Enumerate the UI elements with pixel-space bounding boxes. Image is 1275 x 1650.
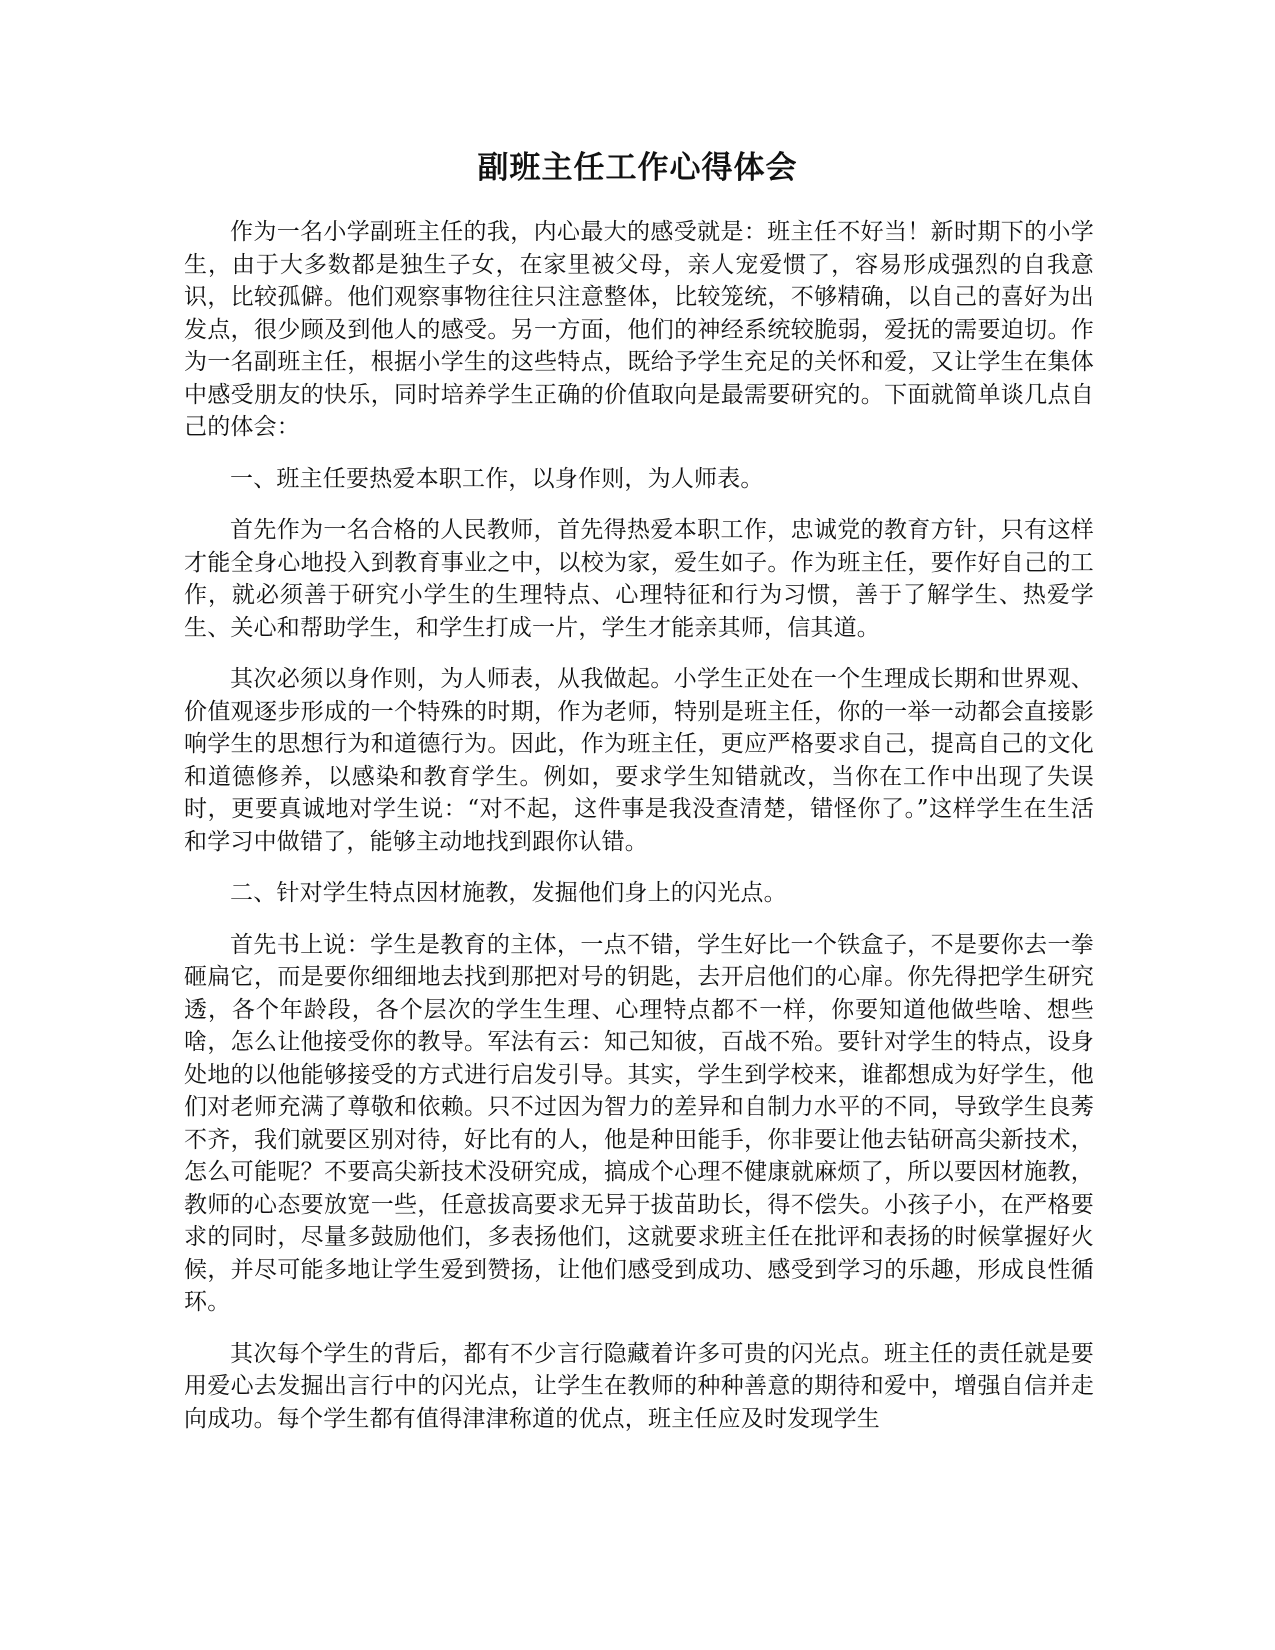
paragraph-intro: 作为一名小学副班主任的我，内心最大的感受就是：班主任不好当！新时期下的小学生，由于大多数都是独生子女，在家里被父母，亲人宠爱惯了，容易形成强烈的自我意识，比较孤僻。他们观察事物往往只注意整体，比较笼统，不够精确，以自己的喜好为出发点，很少顾及到他人的感受。另一方面，他们的神经系统较脆弱，爱抚的需要迫切。作为一名副班主任，根据小学生的这些特点，既给予学生充足的关怀和爱，又让学生在集体中感受朋友的快乐，同时培养学生正确的价值取向是最需要研究的。下面就简单谈几点自己的体会：: [184, 219, 1094, 440]
document-body: [184, 216, 1094, 1454]
document-title: 副班主任工作心得体会: [477, 150, 798, 186]
paragraph: 其次每个学生的背后，都有不少言行隐藏着许多可贵的闪光点。班主任的责任就是要用爱心去发掘出言行中的闪光点，让学生在教师的种种善意的期待和爱中，增强自信并走向成功。每个学生都有值得津津称道的优点，班主任应及时发现学生: [184, 1340, 1094, 1432]
section-heading-2: 二、针对学生特点因材施教，发掘他们身上的闪光点。: [230, 880, 787, 906]
section-heading-1: 一、班主任要热爱本职工作，以身作则，为人师表。: [230, 465, 764, 492]
paragraph: 首先书上说：学生是教育的主体，一点不错，学生好比一个铁盒子，不是要你去一拳砸扁它，而是要你细细地去找到那把对号的钥匙，去开启他们的心扉。你先得把学生研究透，各个年龄段，各个层次的学生生理、心理特点都不一样，你要知道他做些啥、想些啥，怎么让他接受你的教导。军法有云：知己知彼，百战不殆。要针对学生的特点，设身处地的以他能够接受的方式进行启发引导。其实，学生到学校来，谁都想成为好学生，他们对老师充满了尊敬和依赖。只不过因为智力的差异和自制力水平的不同，导致学生良莠不齐，我们就要区别对待，好比有的人，他是种田能手，你非要让他去钻研高尖新技术，怎么可能呢？不要高尖新技术没研究成，搞成个心理不健康就麻烦了，所以要因材施教，教师的心态要放宽一些，任意拔高要求无异于拔苗助长，得不偿失。小孩子小，在严格要求的同时，尽量多鼓励他们，多表扬他们，这就要求班主任在批评和表扬的时候掌握好火候，并尽可能多地让学生爱到赞扬，让他们感受到成功、感受到学习的乐趣，形成良性循环。: [184, 931, 1094, 1315]
paragraph: 其次必须以身作则，为人师表，从我做起。小学生正处在一个生理成长期和世界观、价值观逐步形成的一个特殊的时期，作为老师，特别是班主任，你的一举一动都会直接影响学生的思想行为和道德行为。因此，作为班主任，更应严格要求自己，提高自己的文化和道德修养，以感染和教育学生。例如，要求学生知错就改，当你在工作中出现了失误时，更要真诚地对学生说：“对不起，这件事是我没查清楚，错怪你了。”这样学生在生活和学习中做错了，能够主动地找到跟你认错。: [184, 666, 1094, 855]
paragraph: 首先作为一名合格的人民教师，首先得热爱本职工作，忠诚党的教育方针，只有这样才能全身心地投入到教育事业之中，以校为家，爱生如子。作为班主任，要作好自己的工作，就必须善于研究小学生的生理特点、心理特征和行为习惯，善于了解学生、热爱学生、关心和帮助学生，和学生打成一片，学生才能亲其师，信其道。: [184, 517, 1094, 641]
